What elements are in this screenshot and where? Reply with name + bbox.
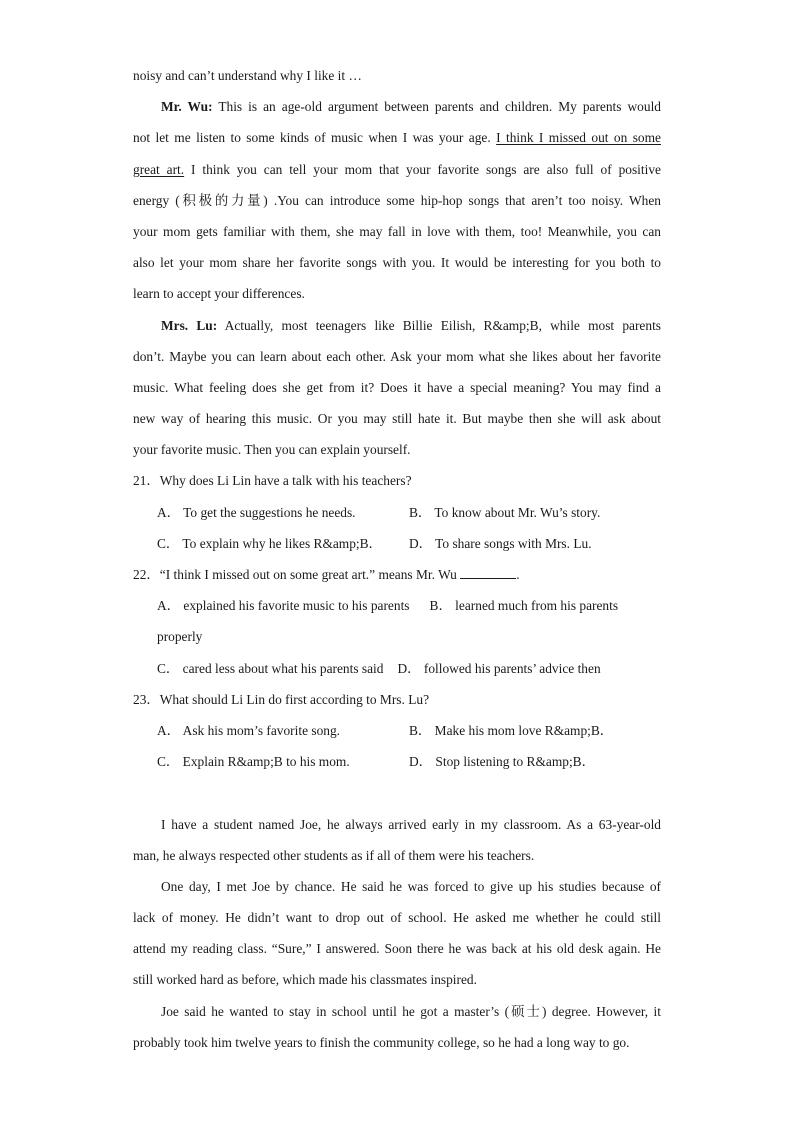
answer-blank xyxy=(460,566,516,579)
question-text: 22．“I think I missed out on some great art.” means Mr. Wu xyxy=(133,567,457,582)
speaker-label: Mrs. Lu: xyxy=(161,317,218,333)
question-21-options-row xyxy=(133,497,661,528)
option-c: C． cared less about what his parents said xyxy=(157,660,384,676)
option-b: B． Make his mom love R&amp;B． xyxy=(409,722,614,738)
option-d: D． followed his parents’ advice then xyxy=(397,660,601,676)
mrs-lu-paragraph-line: don’t. Maybe you can learn about each other. Ask your mom what she likes about her favorite xyxy=(133,348,661,364)
option-a: A． Ask his mom’s favorite song. xyxy=(157,722,341,738)
passage-line: noisy and can’t understand why I like it … xyxy=(133,68,362,83)
paragraph-text: I think you can tell your mom that your favorite songs are also full of positive xyxy=(191,161,661,177)
mrs-lu-paragraph-line: your favorite music. Then you can explain yourself. xyxy=(133,442,411,458)
mr-wu-paragraph-line: energy (积极的力量) .You can introduce some hip-hop songs that aren’t too noisy. When xyxy=(133,192,661,208)
speaker-label: Mr. Wu: xyxy=(161,99,213,115)
passage2-paragraph-line: lack of money. He didn’t want to drop out of school. He asked me whether he could still xyxy=(133,910,661,926)
passage2-paragraph-line: man, he always respected other students as if all of them were his teachers. xyxy=(133,847,535,863)
option-d: D． Stop listening to R&amp;B． xyxy=(409,754,595,770)
passage2-paragraph-line: still worked hard as before, which made his classmates inspired. xyxy=(133,972,477,988)
question-23-stem: 23．What should Li Lin do first according to Mrs. Lu? xyxy=(133,691,430,707)
question-21-options-row xyxy=(133,528,661,559)
passage2-paragraph-line: I have a student named Joe, he always arrived early in my classroom. As a 63-year-old xyxy=(161,816,661,832)
passage2-paragraph-line: probably took him twelve years to finish the community college, so he had a long way to go. xyxy=(133,1034,630,1050)
option-c: C． Explain R&amp;B to his mom. xyxy=(157,754,350,770)
option-a: A． explained his favorite music to his parents xyxy=(157,598,410,614)
paragraph-text: not let me listen to some kinds of music when I was your age. xyxy=(133,130,491,146)
passage2-paragraph-line: One day, I met Joe by chance. He said he was forced to give up his studies because of xyxy=(161,878,661,894)
mr-wu-paragraph-line: learn to accept your differences. xyxy=(133,286,305,302)
option-c: C． To explain why he likes R&amp;B． xyxy=(157,535,382,551)
question-22-options-row xyxy=(133,590,661,621)
option-a-continuation: properly xyxy=(157,629,203,645)
mr-wu-paragraph-line xyxy=(133,122,661,153)
mrs-lu-paragraph-line: new way of hearing this music. Or you may still hate it. But maybe then she will ask about xyxy=(133,411,661,427)
question-23-options-row xyxy=(133,715,661,746)
option-d: D． To share songs with Mrs. Lu. xyxy=(409,535,592,551)
paragraph-text: This is an age-old argument between parents and children. My parents would xyxy=(218,99,661,115)
option-b: B． To know about Mr. Wu’s story. xyxy=(409,504,601,520)
mr-wu-paragraph-line xyxy=(133,91,661,122)
question-21-stem: 21．Why does Li Lin have a talk with his teachers? xyxy=(133,473,412,489)
mrs-lu-paragraph-line: music. What feeling does she get from it? Does it have a special meaning? You may find a xyxy=(133,379,661,395)
mrs-lu-paragraph-line xyxy=(133,310,661,341)
option-a: A． To get the suggestions he needs. xyxy=(157,504,356,520)
underlined-quote: I think I missed out on some xyxy=(496,130,661,146)
question-22-stem xyxy=(133,559,661,590)
section-gap xyxy=(133,777,661,808)
paragraph-text: Actually, most teenagers like Billie Eilish, R&amp;B, while most parents xyxy=(224,317,661,333)
document-page xyxy=(133,60,661,1058)
option-b: B． learned much from his parents xyxy=(429,598,619,614)
passage2-paragraph-line: attend my reading class. “Sure,” I answered. Soon there he was back at his old desk again. He xyxy=(133,941,661,957)
mr-wu-paragraph-line xyxy=(133,154,661,185)
question-text: . xyxy=(516,567,520,582)
question-22-options-row xyxy=(133,653,661,684)
underlined-quote: great art. xyxy=(133,161,185,177)
mr-wu-paragraph-line: your mom gets familiar with them, she may fall in love with them, too! Meanwhile, you can xyxy=(133,223,661,239)
passage2-paragraph-line: Joe said he wanted to stay in school until he got a master’s (硕士) degree. However, it xyxy=(161,1003,661,1019)
question-23-options-row xyxy=(133,746,661,777)
mr-wu-paragraph-line: also let your mom share her favorite songs with you. It would be interesting for you both to xyxy=(133,255,661,271)
